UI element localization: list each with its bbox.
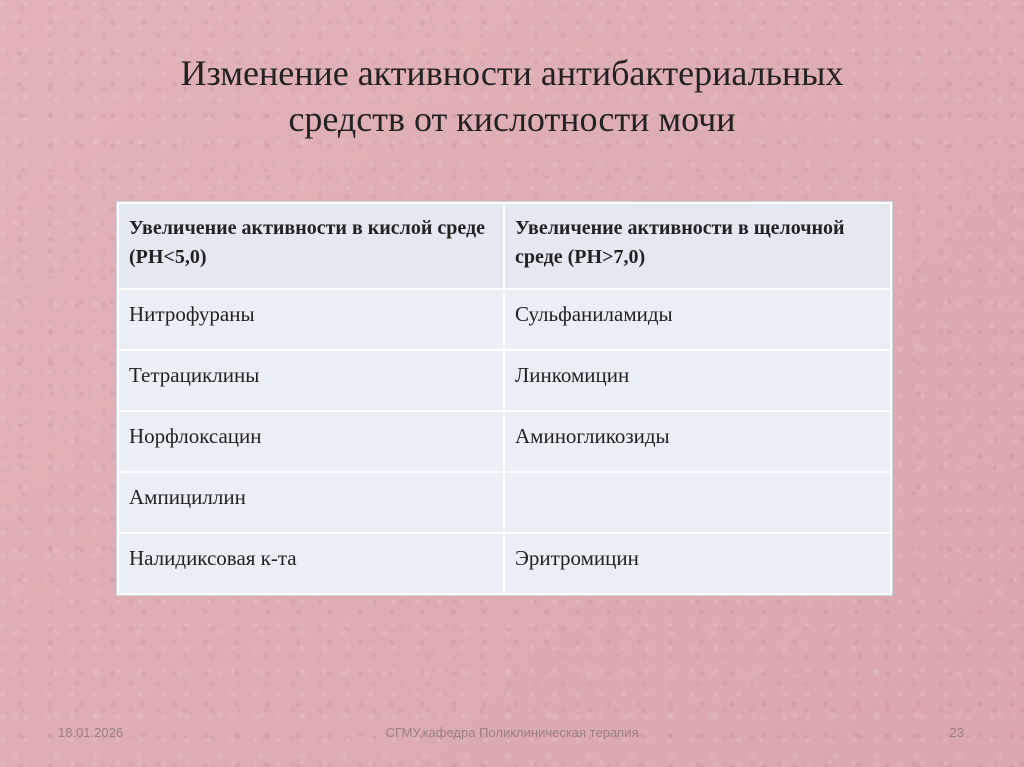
table-cell-acidic: Тетрациклины	[118, 350, 504, 411]
table-cell-acidic: Ампициллин	[118, 472, 504, 533]
table-row	[118, 350, 891, 411]
comparison-table-container	[117, 202, 890, 595]
table-row	[118, 411, 891, 472]
table-cell-alkaline: Линкомицин	[504, 350, 891, 411]
slide-title	[60, 50, 964, 142]
comparison-table	[117, 202, 892, 595]
table-cell-alkaline: Сульфаниламиды	[504, 289, 891, 350]
table-row	[118, 472, 891, 533]
slide-title-line-2: средств от кислотности мочи	[288, 99, 736, 139]
table-cell-alkaline: Аминогликозиды	[504, 411, 891, 472]
header-alkaline-activity: Увеличение активности в щелочной среде (PH>7,0)	[504, 203, 891, 289]
table-cell-alkaline	[504, 472, 891, 533]
table-row	[118, 533, 891, 594]
table-cell-acidic: Налидиксовая к-та	[118, 533, 504, 594]
slide-title-line-1: Изменение активности антибактериальных	[180, 53, 844, 93]
table-header-row	[118, 203, 891, 289]
table-cell-acidic: Норфлоксацин	[118, 411, 504, 472]
table-cell-alkaline: Эритромицин	[504, 533, 891, 594]
table-row	[118, 289, 891, 350]
table-cell-acidic: Нитрофураны	[118, 289, 504, 350]
footer-department: СГМУ,кафедра Поликлиническая терапия	[385, 725, 639, 740]
header-acidic-activity: Увеличение активности в кислой среде (PH<5,0)	[118, 203, 504, 289]
footer-date: 18.01.2026	[58, 725, 124, 740]
footer-page-number: 23	[949, 725, 964, 740]
